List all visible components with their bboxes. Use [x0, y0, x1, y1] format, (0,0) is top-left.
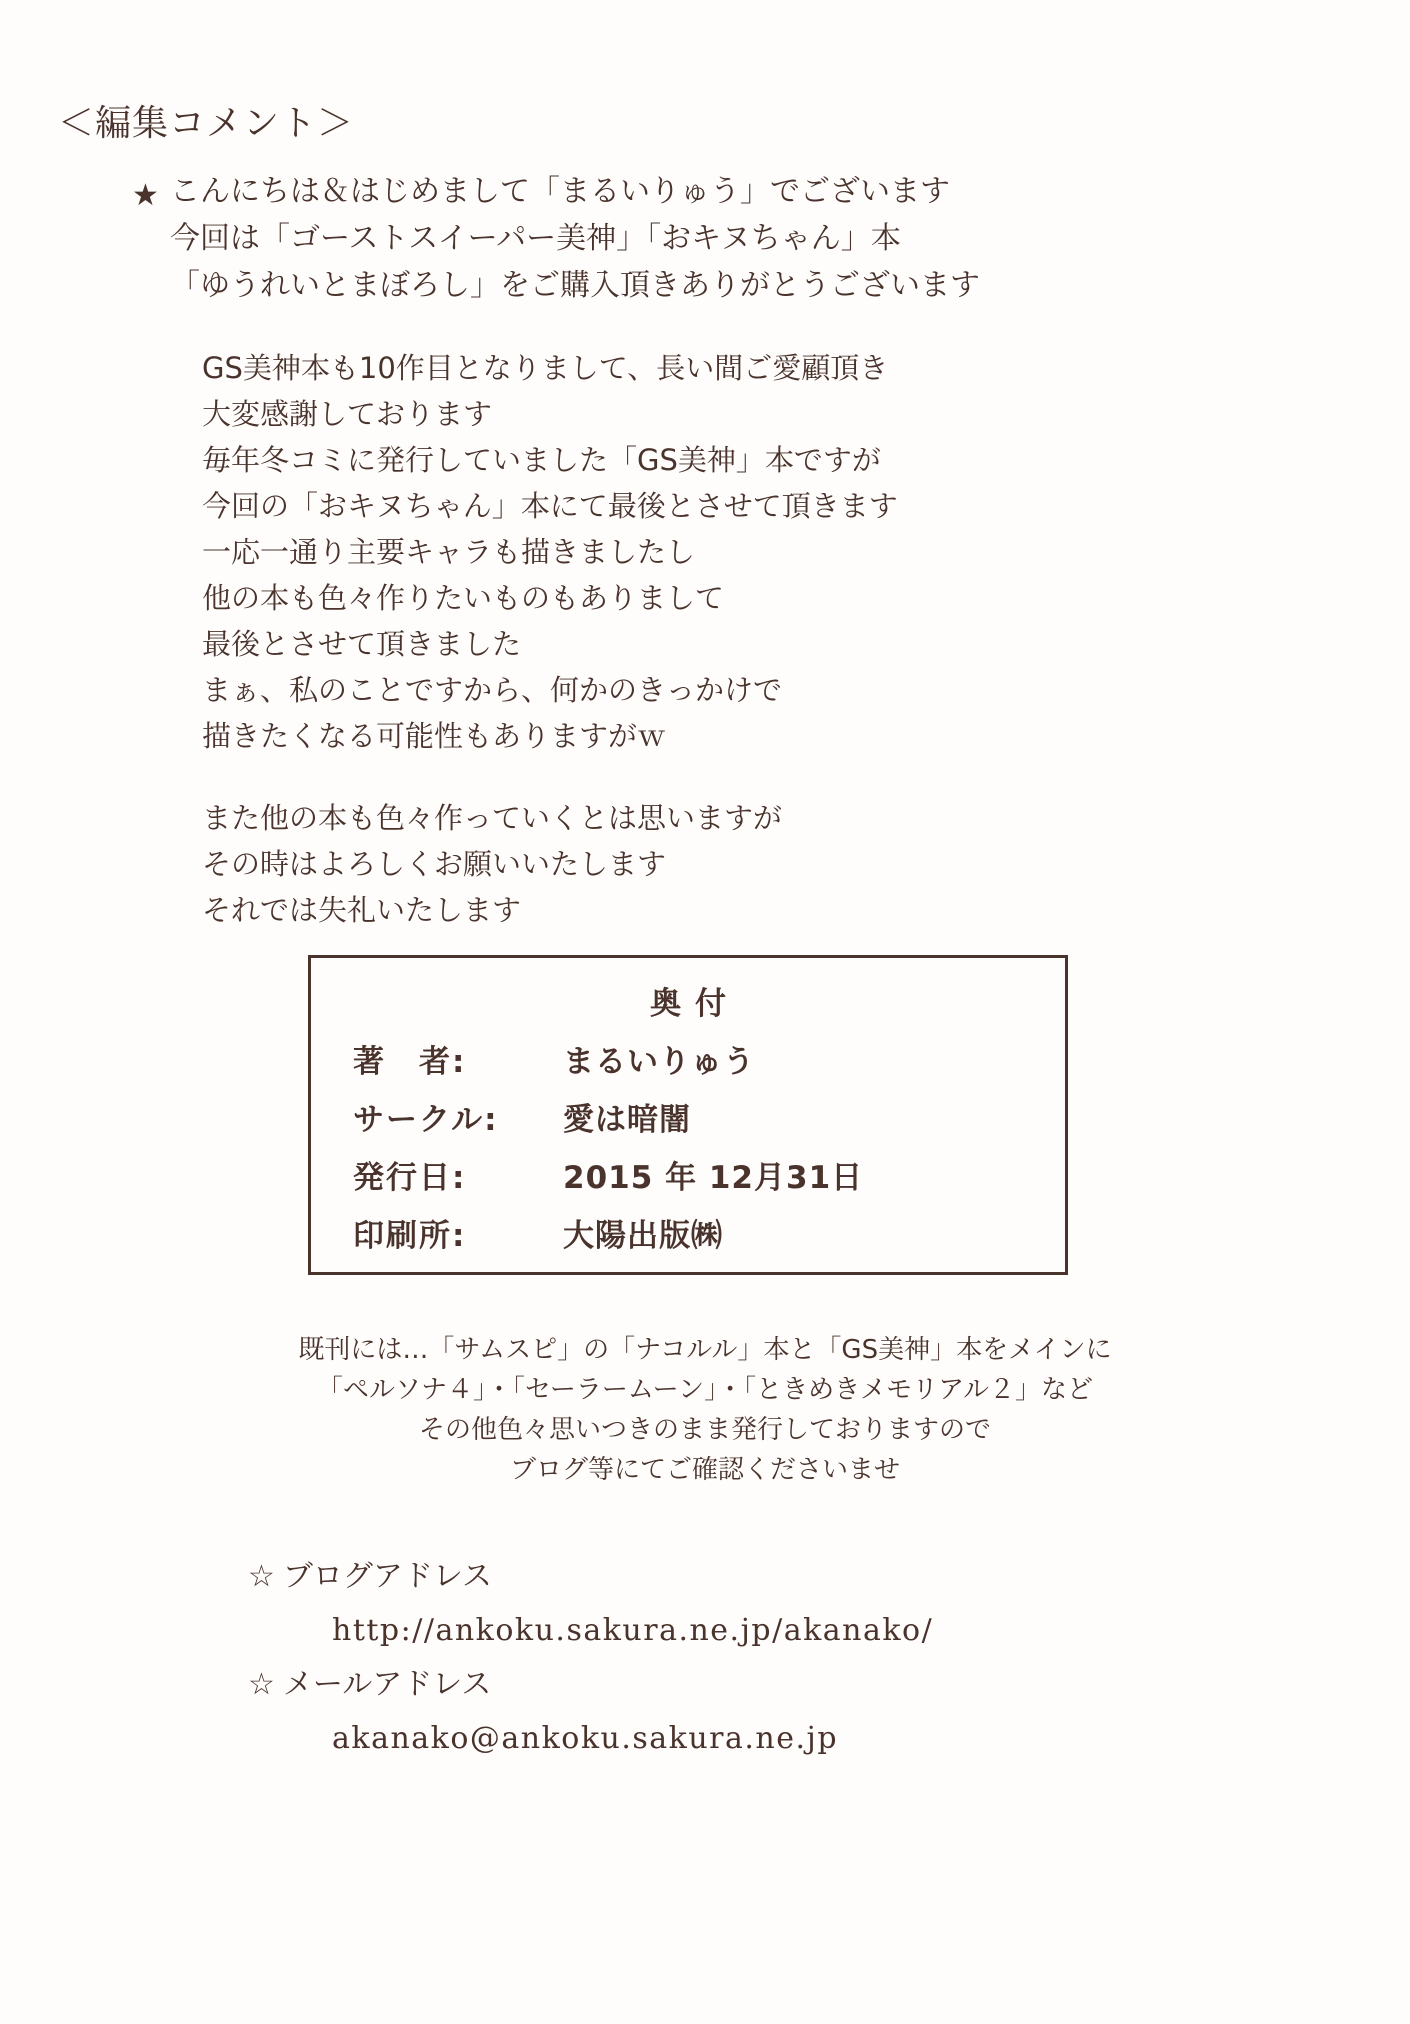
body-line: また他の本も色々作っていくとは思いますが: [202, 801, 783, 835]
colophon-value: 愛は暗闇: [563, 1102, 691, 1138]
body-line: 描きたくなる可能性もありますがｗ: [202, 719, 667, 753]
mail-address-label: [248, 1658, 1348, 1712]
body-line: それでは失礼いたします: [202, 893, 522, 927]
star-outline-icon: ☆: [248, 1559, 275, 1594]
colophon-label: 発行日:: [353, 1160, 467, 1196]
colophon-value: まるいりゅう: [563, 1044, 755, 1080]
colophon-label: 著 者:: [353, 1044, 467, 1080]
blog-url[interactable]: http://ankoku.sakura.ne.jp/akanako/: [332, 1613, 934, 1648]
mail-label-text: メールアドレス: [282, 1667, 492, 1702]
star-icon: ★: [132, 178, 159, 213]
colophon-value: 2015 年 12月31日: [563, 1160, 864, 1196]
body-line: その時はよろしくお願いいたします: [202, 847, 667, 881]
star-outline-icon: ☆: [248, 1667, 275, 1702]
colophon-label: サークル:: [353, 1102, 499, 1138]
body-paragraph-2: [202, 795, 1312, 933]
mail-address[interactable]: akanako@ankoku.sakura.ne.jp: [332, 1721, 839, 1756]
intro-line-1: [132, 168, 1290, 215]
body-line: 一応一通り主要キャラも描きましたし: [202, 535, 696, 569]
blog-label-text: ブログアドレス: [282, 1559, 493, 1594]
notice-line: 「ペルソナ４」・「セーラームーン」・「ときめきメモリアル２」など: [316, 1375, 1094, 1405]
colophon-box: [308, 955, 1068, 1275]
blog-address-label: [248, 1550, 1348, 1604]
other-works-notice: [0, 1330, 1410, 1490]
page-title: ＜編集コメント＞: [58, 103, 355, 144]
notice-line: 既刊には…「サムスピ」の「ナコルル」本と「GS美神」本をメインに: [298, 1335, 1112, 1365]
body-line: 他の本も色々作りたいものもありまして: [202, 581, 725, 615]
body-line: 最後とさせて頂きました: [202, 627, 522, 661]
intro-line-2: 今回は「ゴーストスイーパー美神」「おキヌちゃん」本: [170, 221, 901, 256]
colophon-row: [353, 1036, 1045, 1094]
body-line: 今回の「おキヌちゃん」本にて最後とさせて頂きます: [202, 489, 898, 523]
body-paragraph-1: [202, 345, 1312, 759]
colophon-label: 印刷所:: [353, 1218, 467, 1254]
intro-line-1-text: こんにちは＆はじめまして「まるいりゅう」でございます: [170, 174, 950, 209]
body-line: 毎年冬コミに発行していました「GS美神」本ですが: [202, 443, 881, 477]
intro-line-3: 「ゆうれいとまぼろし」をご購入頂きありがとうございます: [170, 268, 980, 303]
intro-block: [132, 168, 1290, 309]
colophon-row: [353, 1210, 1045, 1268]
body-line: GS美神本も10作目となりまして、長い間ご愛顧頂き: [202, 351, 889, 385]
body-line: 大変感謝しております: [202, 397, 493, 431]
colophon-value: 大陽出版㈱: [563, 1218, 723, 1254]
colophon-row: [353, 1152, 1045, 1210]
colophon-rows: [353, 1036, 1045, 1268]
notice-line: その他色々思いつきのまま発行しておりますので: [418, 1415, 991, 1445]
contact-block: [248, 1550, 1348, 1766]
colophon-title: 奥付: [650, 986, 740, 1022]
notice-line: ブログ等にてご確認くださいませ: [509, 1455, 900, 1485]
body-line: まぁ、私のことですから、何かのきっかけで: [202, 673, 783, 707]
colophon-row: [353, 1094, 1045, 1152]
